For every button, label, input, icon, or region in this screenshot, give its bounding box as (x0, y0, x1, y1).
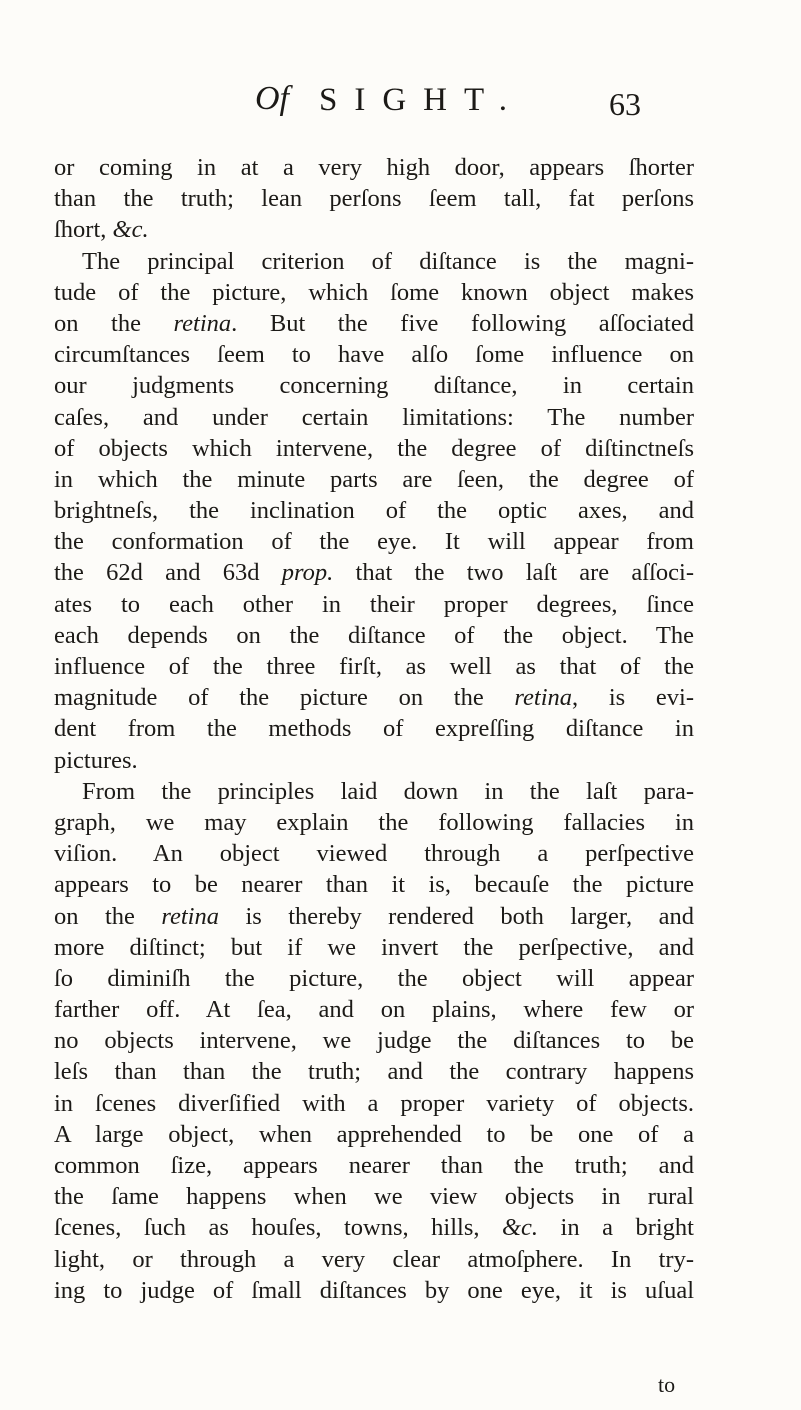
text-line: of objects which intervene, the degree of diſtinctneſs (54, 434, 694, 462)
text-line: more diſtinct; but if we invert the perſpective, and (54, 933, 694, 961)
text-line: tude of the picture, which ſome known object makes (54, 278, 694, 306)
text-line: From the principles laid down in the laſt para- (82, 777, 694, 805)
text-line: each depends on the diſtance of the object. The (54, 621, 694, 649)
text-line: on the retina. But the five following aſſociated (54, 309, 694, 337)
text-line: than the truth; lean perſons ſeem tall, fat perſons (54, 185, 694, 213)
text-line: the conformation of the eye. It will appear from (54, 528, 694, 556)
running-header (255, 80, 675, 126)
text-line: viſion. An object viewed through a perſpective (54, 840, 694, 868)
text-line: A large object, when apprehended to be one of a (54, 1120, 694, 1148)
text-line: The principal criterion of diſtance is the magni- (82, 247, 694, 275)
text-line: in ſcenes diverſified with a proper variety of objects. (54, 1089, 694, 1117)
text-line: no objects intervene, we judge the diſtances to be (54, 1027, 694, 1055)
text-line: influence of the three firſt, as well as that of the (54, 653, 694, 680)
page-number: 63 (609, 86, 641, 122)
text-line: circumſtances ſeem to have alſo ſome influence on (54, 341, 694, 369)
text-line: leſs than than the truth; and the contrary happens (54, 1058, 694, 1086)
text-line: ſhort, &c. (54, 216, 149, 244)
text-line: appears to be nearer than it is, becauſe the picture (54, 871, 694, 899)
text-line: light, or through a very clear atmoſphere. In try- (54, 1245, 694, 1273)
text-line: or coming in at a very high door, appears ſhorter (54, 154, 694, 181)
text-line: dent from the methods of expreſſing diſtance in (54, 715, 694, 743)
text-line: our judgments concerning diſtance, in certain (54, 372, 694, 400)
text-line: farther off. At ſea, and on plains, where few or (54, 996, 694, 1024)
catchword: to (658, 1372, 676, 1397)
text-line: ſcenes, ſuch as houſes, towns, hills, &c. in a bright (54, 1214, 694, 1242)
header-title: SIGHT. (319, 82, 524, 118)
text-line: ſo diminiſh the picture, the object will appear (54, 964, 694, 992)
text-line: ing to judge of ſmall diſtances by one eye, it is uſual (54, 1276, 694, 1304)
text-line: the ſame happens when we view objects in rural (54, 1183, 694, 1211)
body-text (54, 152, 694, 1306)
text-line: in which the minute parts are ſeen, the degree of (54, 465, 694, 493)
text-line: ates to each other in their proper degrees, ſince (54, 590, 694, 618)
text-line: graph, we may explain the following fallacies in (54, 808, 694, 836)
text-line: the 62d and 63d prop. that the two laſt are aſſoci- (54, 559, 694, 587)
text-line: brightneſs, the inclination of the optic axes, and (54, 497, 694, 525)
text-line: on the retina is thereby rendered both larger, and (54, 902, 694, 930)
header-of: Of (255, 80, 289, 117)
text-line: common ſize, appears nearer than the truth; and (54, 1152, 694, 1179)
text-line: magnitude of the picture on the retina, is evi- (54, 684, 695, 712)
text-line: caſes, and under certain limitations: The number (54, 403, 694, 431)
text-line: pictures. (54, 746, 138, 774)
